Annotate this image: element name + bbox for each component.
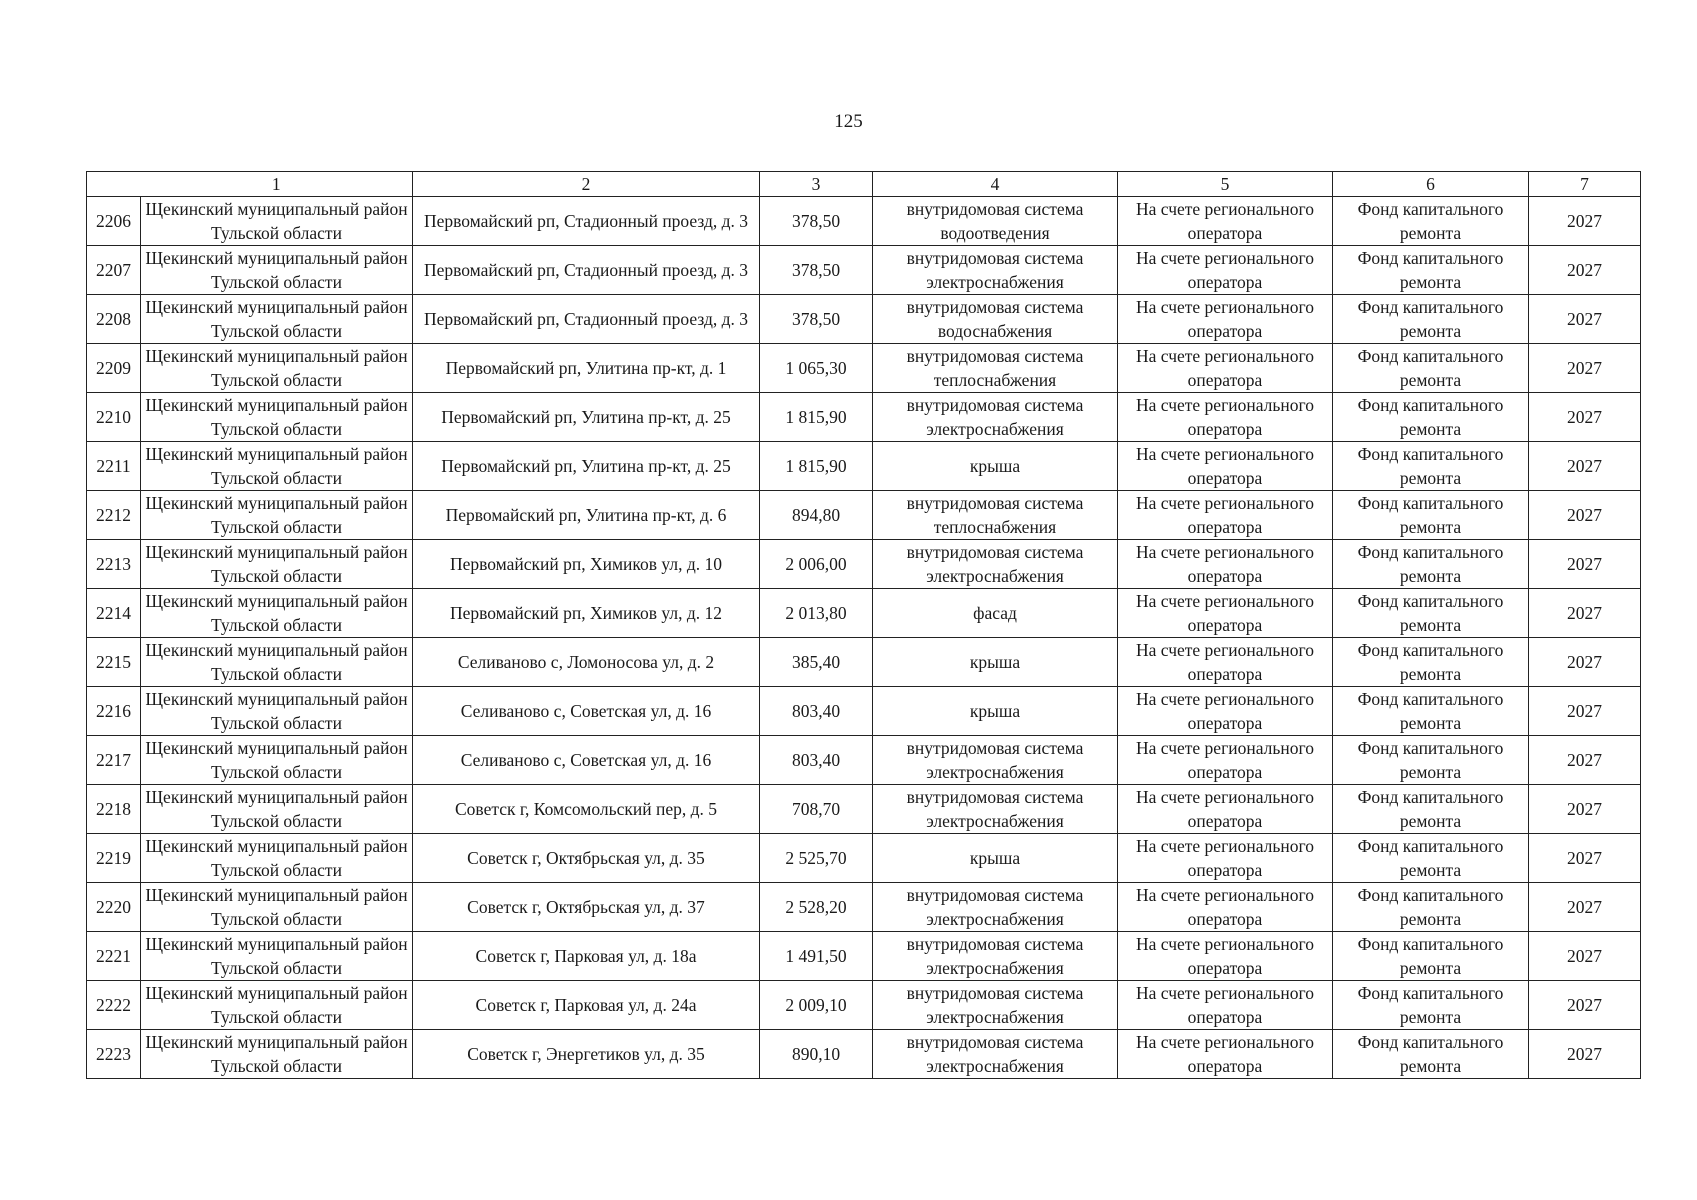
header-cell-3: 3 (760, 172, 873, 197)
year-cell: 2027 (1529, 491, 1641, 540)
district-cell: Щекинский муниципальный район Тульской области (141, 442, 413, 491)
table-row (87, 981, 1641, 1030)
work-type-cell: внутридомовая система электроснабжения (873, 981, 1118, 1030)
address-cell: Селиваново с, Советская ул, д. 16 (413, 687, 760, 736)
address-cell: Первомайский рп, Стадионный проезд, д. 3 (413, 246, 760, 295)
table-row (87, 638, 1641, 687)
table-row (87, 932, 1641, 981)
work-type-cell: крыша (873, 834, 1118, 883)
area-cell: 2 525,70 (760, 834, 873, 883)
funding-source-cell: Фонд капитального ремонта (1333, 491, 1529, 540)
area-cell: 708,70 (760, 785, 873, 834)
year-cell: 2027 (1529, 785, 1641, 834)
area-cell: 1 491,50 (760, 932, 873, 981)
district-cell: Щекинский муниципальный район Тульской области (141, 344, 413, 393)
table-row (87, 589, 1641, 638)
work-type-cell: внутридомовая система электроснабжения (873, 393, 1118, 442)
row-number-cell: 2223 (87, 1030, 141, 1079)
funding-source-cell: Фонд капитального ремонта (1333, 197, 1529, 246)
district-cell: Щекинский муниципальный район Тульской области (141, 491, 413, 540)
row-number-cell: 2207 (87, 246, 141, 295)
area-cell: 2 013,80 (760, 589, 873, 638)
funding-source-cell: Фонд капитального ремонта (1333, 589, 1529, 638)
district-cell: Щекинский муниципальный район Тульской области (141, 1030, 413, 1079)
funding-source-cell: Фонд капитального ремонта (1333, 883, 1529, 932)
work-type-cell: крыша (873, 638, 1118, 687)
work-type-cell: фасад (873, 589, 1118, 638)
district-cell: Щекинский муниципальный район Тульской области (141, 785, 413, 834)
year-cell: 2027 (1529, 883, 1641, 932)
district-cell: Щекинский муниципальный район Тульской области (141, 932, 413, 981)
table-row (87, 442, 1641, 491)
header-cell-empty (87, 172, 141, 197)
address-cell: Первомайский рп, Улитина пр-кт, д. 25 (413, 442, 760, 491)
year-cell: 2027 (1529, 687, 1641, 736)
address-cell: Первомайский рп, Улитина пр-кт, д. 6 (413, 491, 760, 540)
district-cell: Щекинский муниципальный район Тульской области (141, 246, 413, 295)
table-body (87, 197, 1641, 1079)
funding-source-cell: Фонд капитального ремонта (1333, 638, 1529, 687)
area-cell: 803,40 (760, 687, 873, 736)
row-number-cell: 2211 (87, 442, 141, 491)
funding-source-cell: Фонд капитального ремонта (1333, 393, 1529, 442)
address-cell: Первомайский рп, Улитина пр-кт, д. 25 (413, 393, 760, 442)
address-cell: Советск г, Октябрьская ул, д. 35 (413, 834, 760, 883)
address-cell: Советск г, Комсомольский пер, д. 5 (413, 785, 760, 834)
area-cell: 378,50 (760, 197, 873, 246)
header-cell-7: 7 (1529, 172, 1641, 197)
table-row (87, 834, 1641, 883)
district-cell: Щекинский муниципальный район Тульской области (141, 883, 413, 932)
account-cell: На счете регионального оператора (1118, 442, 1333, 491)
address-cell: Первомайский рп, Стадионный проезд, д. 3 (413, 295, 760, 344)
account-cell: На счете регионального оператора (1118, 883, 1333, 932)
registry-table (86, 171, 1641, 1079)
account-cell: На счете регионального оператора (1118, 687, 1333, 736)
district-cell: Щекинский муниципальный район Тульской области (141, 638, 413, 687)
row-number-cell: 2220 (87, 883, 141, 932)
year-cell: 2027 (1529, 197, 1641, 246)
table-row (87, 540, 1641, 589)
row-number-cell: 2212 (87, 491, 141, 540)
work-type-cell: внутридомовая система электроснабжения (873, 736, 1118, 785)
funding-source-cell: Фонд капитального ремонта (1333, 785, 1529, 834)
year-cell: 2027 (1529, 1030, 1641, 1079)
district-cell: Щекинский муниципальный район Тульской области (141, 687, 413, 736)
year-cell: 2027 (1529, 246, 1641, 295)
year-cell: 2027 (1529, 295, 1641, 344)
work-type-cell: крыша (873, 442, 1118, 491)
account-cell: На счете регионального оператора (1118, 981, 1333, 1030)
district-cell: Щекинский муниципальный район Тульской области (141, 197, 413, 246)
work-type-cell: крыша (873, 687, 1118, 736)
district-cell: Щекинский муниципальный район Тульской области (141, 295, 413, 344)
work-type-cell: внутридомовая система электроснабжения (873, 1030, 1118, 1079)
funding-source-cell: Фонд капитального ремонта (1333, 834, 1529, 883)
address-cell: Советск г, Октябрьская ул, д. 37 (413, 883, 760, 932)
row-number-cell: 2222 (87, 981, 141, 1030)
table-row (87, 246, 1641, 295)
district-cell: Щекинский муниципальный район Тульской области (141, 540, 413, 589)
header-cell-1: 1 (141, 172, 413, 197)
work-type-cell: внутридомовая система водоснабжения (873, 295, 1118, 344)
header-row (87, 172, 1641, 197)
year-cell: 2027 (1529, 393, 1641, 442)
address-cell: Первомайский рп, Стадионный проезд, д. 3 (413, 197, 760, 246)
account-cell: На счете регионального оператора (1118, 540, 1333, 589)
account-cell: На счете регионального оператора (1118, 638, 1333, 687)
table-row (87, 295, 1641, 344)
table-row (87, 1030, 1641, 1079)
row-number-cell: 2214 (87, 589, 141, 638)
funding-source-cell: Фонд капитального ремонта (1333, 442, 1529, 491)
address-cell: Советск г, Парковая ул, д. 18а (413, 932, 760, 981)
row-number-cell: 2208 (87, 295, 141, 344)
account-cell: На счете регионального оператора (1118, 491, 1333, 540)
district-cell: Щекинский муниципальный район Тульской области (141, 834, 413, 883)
table-row (87, 491, 1641, 540)
account-cell: На счете регионального оператора (1118, 246, 1333, 295)
table-row (87, 344, 1641, 393)
area-cell: 2 009,10 (760, 981, 873, 1030)
work-type-cell: внутридомовая система водоотведения (873, 197, 1118, 246)
header-cell-4: 4 (873, 172, 1118, 197)
year-cell: 2027 (1529, 589, 1641, 638)
row-number-cell: 2206 (87, 197, 141, 246)
funding-source-cell: Фонд капитального ремонта (1333, 295, 1529, 344)
district-cell: Щекинский муниципальный район Тульской области (141, 393, 413, 442)
work-type-cell: внутридомовая система электроснабжения (873, 932, 1118, 981)
table-row (87, 883, 1641, 932)
address-cell: Первомайский рп, Улитина пр-кт, д. 1 (413, 344, 760, 393)
account-cell: На счете регионального оператора (1118, 1030, 1333, 1079)
work-type-cell: внутридомовая система электроснабжения (873, 540, 1118, 589)
address-cell: Селиваново с, Советская ул, д. 16 (413, 736, 760, 785)
year-cell: 2027 (1529, 540, 1641, 589)
funding-source-cell: Фонд капитального ремонта (1333, 1030, 1529, 1079)
header-cell-5: 5 (1118, 172, 1333, 197)
area-cell: 2 006,00 (760, 540, 873, 589)
area-cell: 378,50 (760, 246, 873, 295)
funding-source-cell: Фонд капитального ремонта (1333, 540, 1529, 589)
address-cell: Советск г, Парковая ул, д. 24а (413, 981, 760, 1030)
account-cell: На счете регионального оператора (1118, 589, 1333, 638)
table-header (87, 172, 1641, 197)
account-cell: На счете регионального оператора (1118, 834, 1333, 883)
address-cell: Первомайский рп, Химиков ул, д. 12 (413, 589, 760, 638)
work-type-cell: внутридомовая система теплоснабжения (873, 491, 1118, 540)
row-number-cell: 2219 (87, 834, 141, 883)
area-cell: 1 815,90 (760, 442, 873, 491)
funding-source-cell: Фонд капитального ремонта (1333, 687, 1529, 736)
work-type-cell: внутридомовая система электроснабжения (873, 883, 1118, 932)
row-number-cell: 2217 (87, 736, 141, 785)
account-cell: На счете регионального оператора (1118, 932, 1333, 981)
year-cell: 2027 (1529, 344, 1641, 393)
funding-source-cell: Фонд капитального ремонта (1333, 246, 1529, 295)
area-cell: 2 528,20 (760, 883, 873, 932)
area-cell: 1 815,90 (760, 393, 873, 442)
area-cell: 378,50 (760, 295, 873, 344)
row-number-cell: 2213 (87, 540, 141, 589)
year-cell: 2027 (1529, 932, 1641, 981)
account-cell: На счете регионального оператора (1118, 736, 1333, 785)
area-cell: 894,80 (760, 491, 873, 540)
year-cell: 2027 (1529, 834, 1641, 883)
table-row (87, 197, 1641, 246)
account-cell: На счете регионального оператора (1118, 197, 1333, 246)
funding-source-cell: Фонд капитального ремонта (1333, 932, 1529, 981)
table-row (87, 687, 1641, 736)
address-cell: Селиваново с, Ломоносова ул, д. 2 (413, 638, 760, 687)
year-cell: 2027 (1529, 981, 1641, 1030)
district-cell: Щекинский муниципальный район Тульской области (141, 589, 413, 638)
area-cell: 890,10 (760, 1030, 873, 1079)
area-cell: 803,40 (760, 736, 873, 785)
header-cell-6: 6 (1333, 172, 1529, 197)
address-cell: Первомайский рп, Химиков ул, д. 10 (413, 540, 760, 589)
row-number-cell: 2209 (87, 344, 141, 393)
year-cell: 2027 (1529, 736, 1641, 785)
row-number-cell: 2221 (87, 932, 141, 981)
header-cell-2: 2 (413, 172, 760, 197)
work-type-cell: внутридомовая система теплоснабжения (873, 344, 1118, 393)
area-cell: 385,40 (760, 638, 873, 687)
funding-source-cell: Фонд капитального ремонта (1333, 981, 1529, 1030)
page-number: 125 (834, 111, 863, 132)
row-number-cell: 2210 (87, 393, 141, 442)
row-number-cell: 2216 (87, 687, 141, 736)
table-row (87, 393, 1641, 442)
work-type-cell: внутридомовая система электроснабжения (873, 785, 1118, 834)
row-number-cell: 2218 (87, 785, 141, 834)
table-row (87, 785, 1641, 834)
district-cell: Щекинский муниципальный район Тульской области (141, 981, 413, 1030)
funding-source-cell: Фонд капитального ремонта (1333, 344, 1529, 393)
work-type-cell: внутридомовая система электроснабжения (873, 246, 1118, 295)
row-number-cell: 2215 (87, 638, 141, 687)
area-cell: 1 065,30 (760, 344, 873, 393)
year-cell: 2027 (1529, 442, 1641, 491)
account-cell: На счете регионального оператора (1118, 393, 1333, 442)
account-cell: На счете регионального оператора (1118, 785, 1333, 834)
table-row (87, 736, 1641, 785)
year-cell: 2027 (1529, 638, 1641, 687)
funding-source-cell: Фонд капитального ремонта (1333, 736, 1529, 785)
account-cell: На счете регионального оператора (1118, 344, 1333, 393)
district-cell: Щекинский муниципальный район Тульской области (141, 736, 413, 785)
address-cell: Советск г, Энергетиков ул, д. 35 (413, 1030, 760, 1079)
account-cell: На счете регионального оператора (1118, 295, 1333, 344)
